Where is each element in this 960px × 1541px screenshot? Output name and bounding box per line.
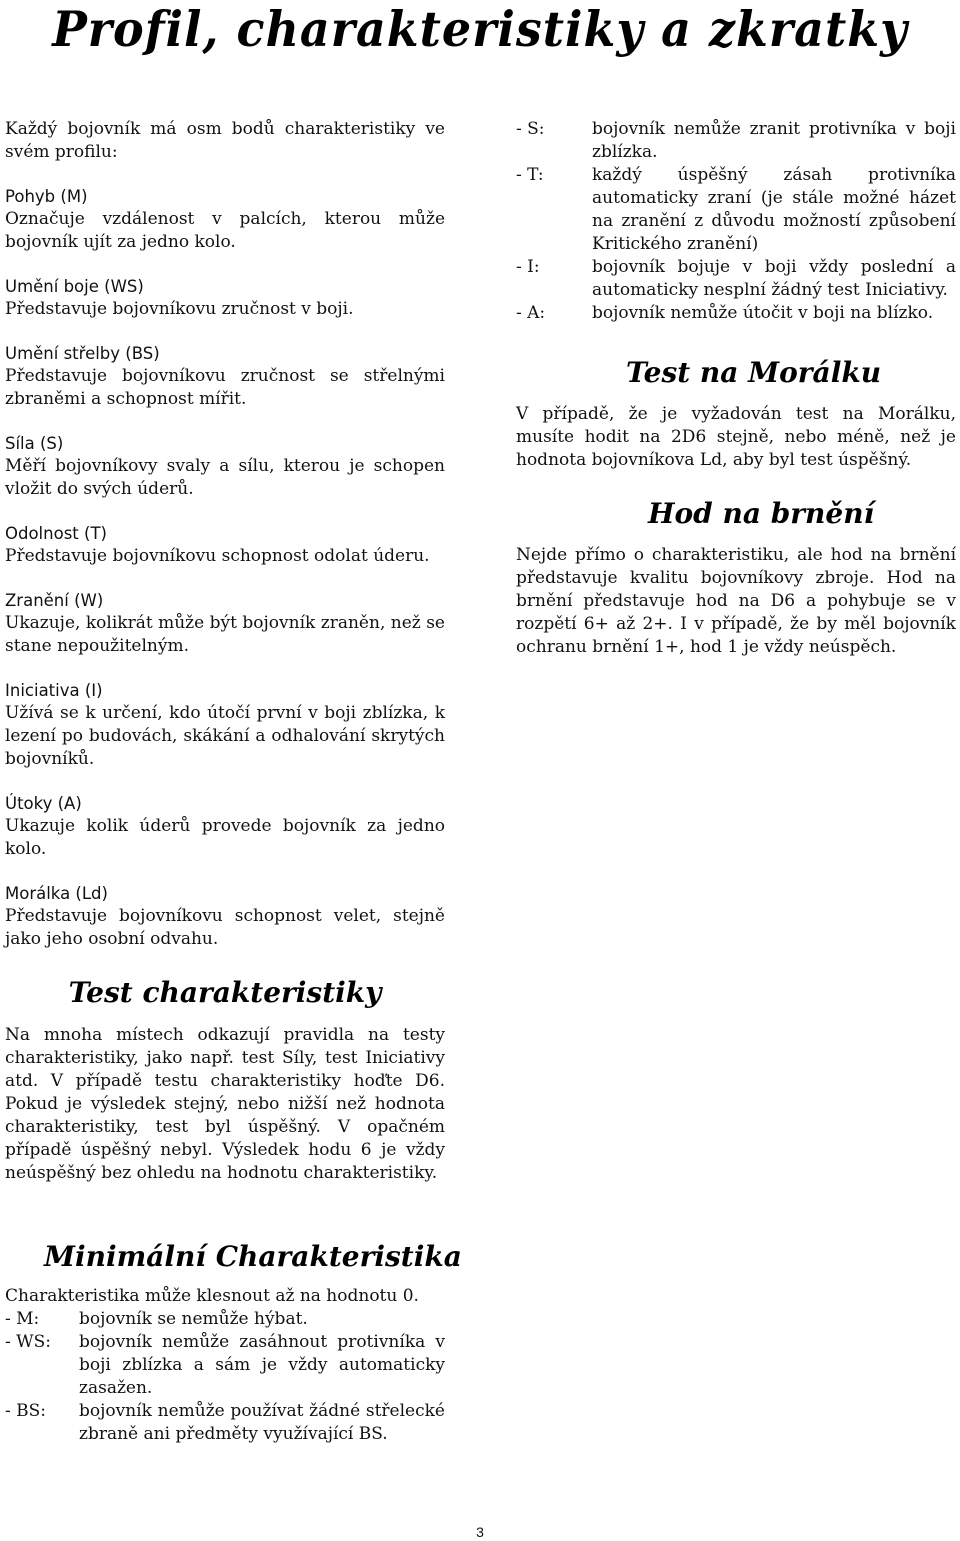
min-char-row-i bbox=[516, 256, 956, 302]
min-char-row-bs bbox=[5, 1400, 445, 1446]
test-char-section bbox=[5, 1024, 445, 1185]
attribute-attacks bbox=[5, 792, 445, 861]
def-value: každý úspěšný zásah protivníka automaticky zraní (je stále možné házet na zranění z důvodu možností způsobení Kritického zranění) bbox=[592, 165, 956, 254]
def-key: - BS: bbox=[5, 1401, 47, 1421]
attribute-name: Umění boje (WS) bbox=[5, 277, 144, 296]
min-char-section bbox=[5, 1285, 445, 1446]
min-char-row-t bbox=[516, 164, 956, 256]
min-char-heading: Minimální Charakteristika bbox=[44, 1240, 462, 1273]
def-value: bojovník nemůže používat žádné střelecké zbraně ani předměty využívající BS. bbox=[79, 1401, 445, 1444]
intro-text: Každý bojovník má osm bodů charakteristiky ve svém profilu: bbox=[5, 119, 445, 162]
test-char-heading: Test charakteristiky bbox=[68, 976, 382, 1009]
def-key: - A: bbox=[516, 303, 546, 323]
test-char-text: Na mnoha místech odkazují pravidla na testy charakteristiky, jako např. test Síly, test Iniciativy atd. V případě testu charakteristiky hoďte D6. Pokud je výsledek stejný, nebo nižší než hodnota charakteristiky, test byl úspěšný. V opačném případě úspěšný nebyl. Výsledek hodu 6 je vždy neúspěšný bez ohledu na hodnotu charakteristiky. bbox=[5, 1025, 445, 1183]
attribute-name: Morálka (Ld) bbox=[5, 884, 108, 903]
attribute-desc: Označuje vzdálenost v palcích, kterou může bojovník ujít za jedno kolo. bbox=[5, 209, 445, 252]
attribute-desc: Představuje bojovníkovu schopnost odolat úderu. bbox=[5, 546, 430, 566]
attributes-column bbox=[5, 118, 445, 972]
def-key: - S: bbox=[516, 119, 545, 139]
attribute-ballistic-skill bbox=[5, 342, 445, 411]
armor-text: Nejde přímo o charakteristiku, ale hod na brnění představuje kvalitu bojovníkovy zbroje. Hod na brnění představuje hod na D6 a pohybuje se v rozpětí 6+ až 2+. I v případě, že by měl bojovník ochranu brnění 1+, hod 1 je vždy neúspěch. bbox=[516, 545, 956, 657]
attribute-name: Iniciativa (I) bbox=[5, 681, 103, 700]
attribute-name: Síla (S) bbox=[5, 434, 64, 453]
def-value: bojovník se nemůže hýbat. bbox=[79, 1309, 308, 1329]
attribute-desc: Představuje bojovníkovu schopnost velet, stejně jako jeho osobní odvahu. bbox=[5, 906, 445, 949]
attribute-name: Útoky (A) bbox=[5, 794, 82, 813]
attribute-desc: Ukazuje kolik úderů provede bojovník za jedno kolo. bbox=[5, 816, 445, 859]
page-number: 3 bbox=[476, 1524, 484, 1540]
min-char-row-ws bbox=[5, 1331, 445, 1400]
attribute-movement bbox=[5, 185, 445, 254]
moral-text: V případě, že je vyžadován test na Morálku, musíte hodit na 2D6 stejně, nebo méně, než je hodnota bojovníkova Ld, aby byl test úspěšný. bbox=[516, 404, 956, 470]
min-char-intro: Charakteristika může klesnout až na hodnotu 0. bbox=[5, 1286, 419, 1306]
attribute-name: Odolnost (T) bbox=[5, 524, 107, 543]
def-key: - I: bbox=[516, 257, 540, 277]
attribute-desc: Ukazuje, kolikrát může být bojovník zraněn, než se stane nepoužitelným. bbox=[5, 613, 445, 656]
attribute-toughness bbox=[5, 522, 445, 568]
moral-heading: Test na Morálku bbox=[626, 356, 882, 389]
armor-heading: Hod na brnění bbox=[648, 497, 875, 530]
def-value: bojovník nemůže zranit protivníka v boji zblízka. bbox=[592, 119, 956, 162]
attribute-desc: Představuje bojovníkovu zručnost v boji. bbox=[5, 299, 354, 319]
attribute-strength bbox=[5, 432, 445, 501]
attribute-name: Zranění (W) bbox=[5, 591, 104, 610]
def-value: bojovník nemůže útočit v boji na blízko. bbox=[592, 303, 934, 323]
attribute-desc: Měří bojovníkovy svaly a sílu, kterou je schopen vložit do svých úderů. bbox=[5, 456, 445, 499]
attribute-name: Pohyb (M) bbox=[5, 187, 88, 206]
attribute-leadership bbox=[5, 882, 445, 951]
attribute-wounds bbox=[5, 589, 445, 658]
def-value: bojovník nemůže zasáhnout protivníka v boji zblízka a sám je vždy automaticky zasažen. bbox=[79, 1332, 445, 1398]
min-char-continued bbox=[516, 118, 956, 325]
def-key: - WS: bbox=[5, 1332, 51, 1352]
min-char-row-s bbox=[516, 118, 956, 164]
def-value: bojovník bojuje v boji vždy poslední a automaticky nesplní žádný test Iniciativy. bbox=[592, 257, 956, 300]
min-char-row-a bbox=[516, 302, 956, 325]
page-title: Profil, charakteristiky a zkratky bbox=[52, 0, 908, 58]
attribute-name: Umění střelby (BS) bbox=[5, 344, 160, 363]
armor-section bbox=[516, 544, 956, 659]
min-char-row-m bbox=[5, 1308, 445, 1331]
attribute-desc: Představuje bojovníkovu zručnost se střelnými zbraněmi a schopnost mířit. bbox=[5, 366, 445, 409]
moral-section bbox=[516, 403, 956, 472]
attribute-weapon-skill bbox=[5, 275, 445, 321]
attribute-desc: Užívá se k určení, kdo útočí první v boji zblízka, k lezení po budovách, skákání a odhalování skrytých bojovníků. bbox=[5, 703, 445, 769]
def-key: - T: bbox=[516, 165, 544, 185]
def-key: - M: bbox=[5, 1309, 40, 1329]
attribute-initiative bbox=[5, 679, 445, 771]
